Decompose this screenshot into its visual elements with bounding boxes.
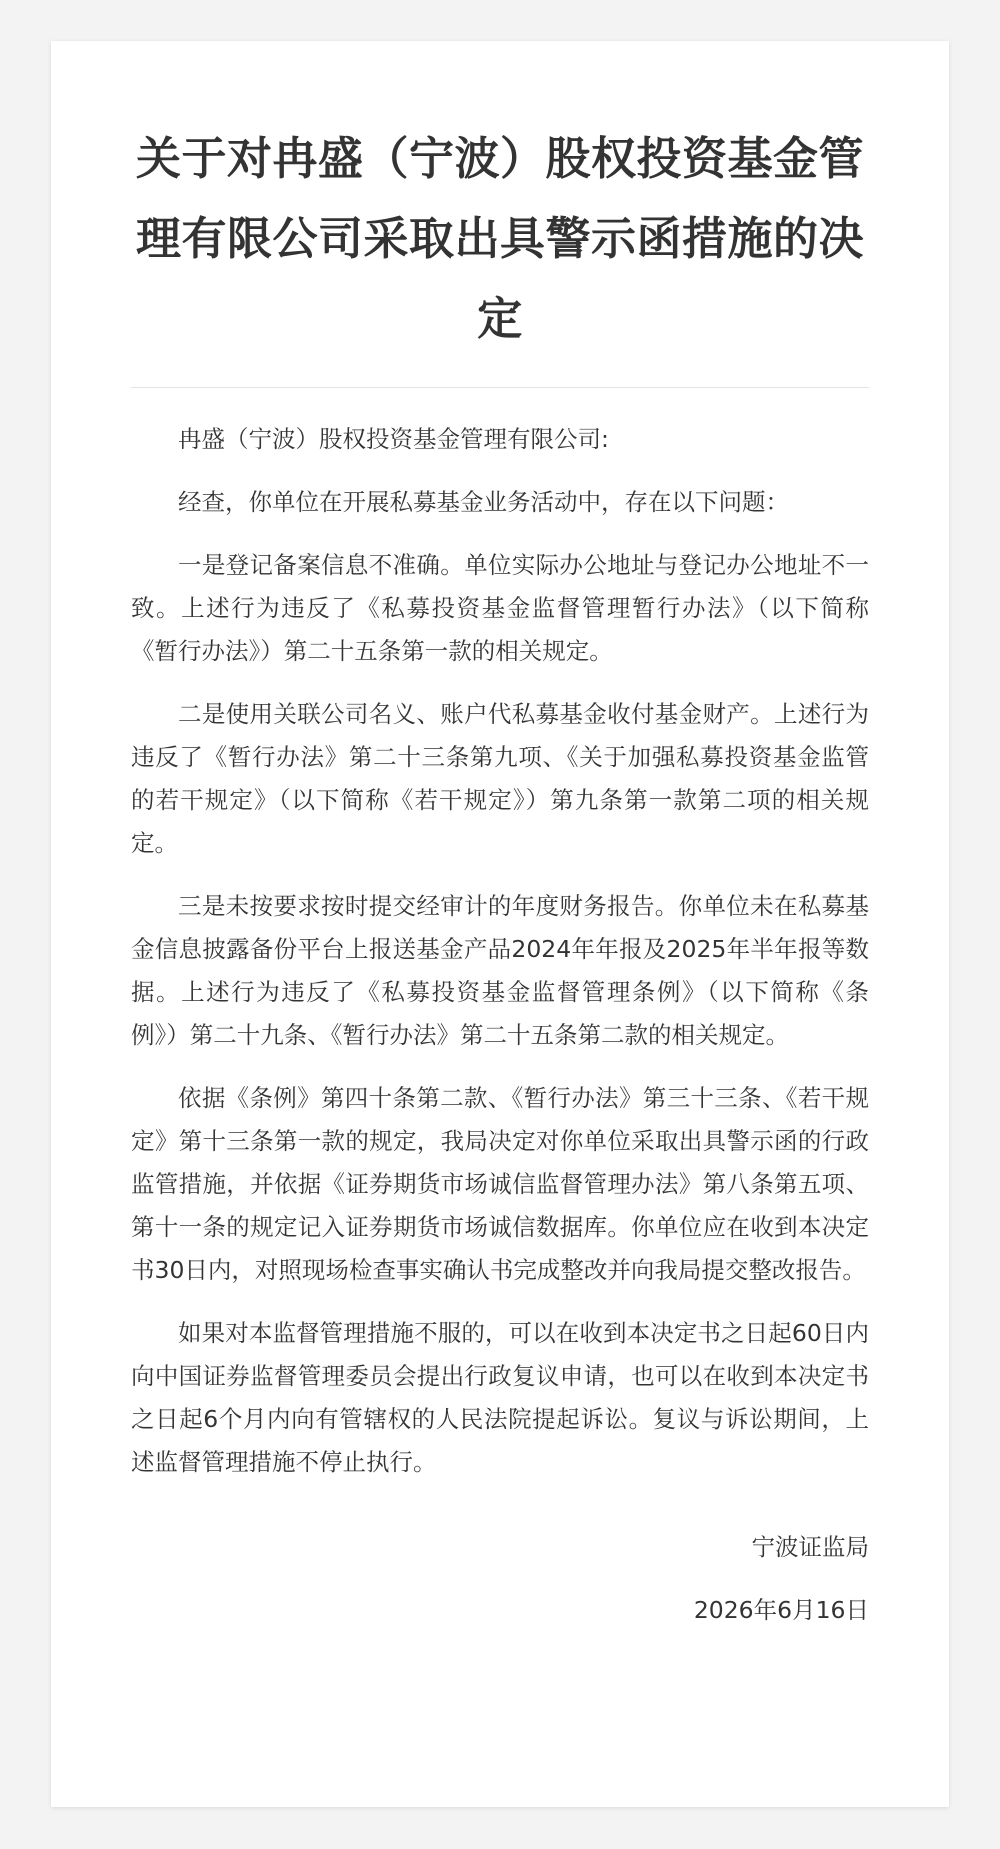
appeal-paragraph: 如果对本监督管理措施不服的，可以在收到本决定书之日起60日内向中国证券监督管理委员会提出行政复议申请，也可以在收到本决定书之日起6个月内向有管辖权的人民法院提起诉讼。复议与诉讼期间，上述监督管理措施不停止执行。 <box>131 1319 869 1476</box>
findings-intro-paragraph: 经查，你单位在开展私募基金业务活动中，存在以下问题： <box>178 488 789 516</box>
issue-two-paragraph: 二是使用关联公司名义、账户代私募基金收付基金财产。上述行为违反了《暂行办法》第二十三条第九项、《关于加强私募投资基金监管的若干规定》（以下简称《若干规定》）第九条第一款第二项的相关规定。 <box>131 700 869 857</box>
document-card <box>51 41 949 1807</box>
issuer-signature: 宁波证监局 <box>751 1533 869 1561</box>
issue-date: 2026年6月16日 <box>693 1596 869 1624</box>
document-body <box>131 418 869 1484</box>
decision-paragraph: 依据《条例》第四十条第二款、《暂行办法》第三十三条、《若干规定》第十三条第一款的规定，我局决定对你单位采取出具警示函的行政监管措施，并依据《证券期货市场诚信监督管理办法》第八条第五项、第十一条的规定记入证券期货市场诚信数据库。你单位应在收到本决定书30日内，对照现场检查事实确认书完成整改并向我局提交整改报告。 <box>131 1084 869 1284</box>
document-title: 关于对冉盛（宁波）股权投资基金管理有限公司采取出具警示函措施的决定 <box>135 132 864 345</box>
issue-three-paragraph: 三是未按要求按时提交经审计的年度财务报告。你单位未在私募基金信息披露备份平台上报送基金产品2024年年报及2025年半年报等数据。上述行为违反了《私募投资基金监督管理条例》（以下简称《条例》）第二十九条、《暂行办法》第二十五条第二款的相关规定。 <box>131 892 869 1049</box>
issue-one-paragraph: 一是登记备案信息不准确。单位实际办公地址与登记办公地址不一致。上述行为违反了《私募投资基金监督管理暂行办法》（以下简称《暂行办法》）第二十五条第一款的相关规定。 <box>131 551 869 665</box>
title-divider <box>131 387 869 388</box>
addressee-paragraph: 冉盛（宁波）股权投资基金管理有限公司: <box>178 425 609 453</box>
